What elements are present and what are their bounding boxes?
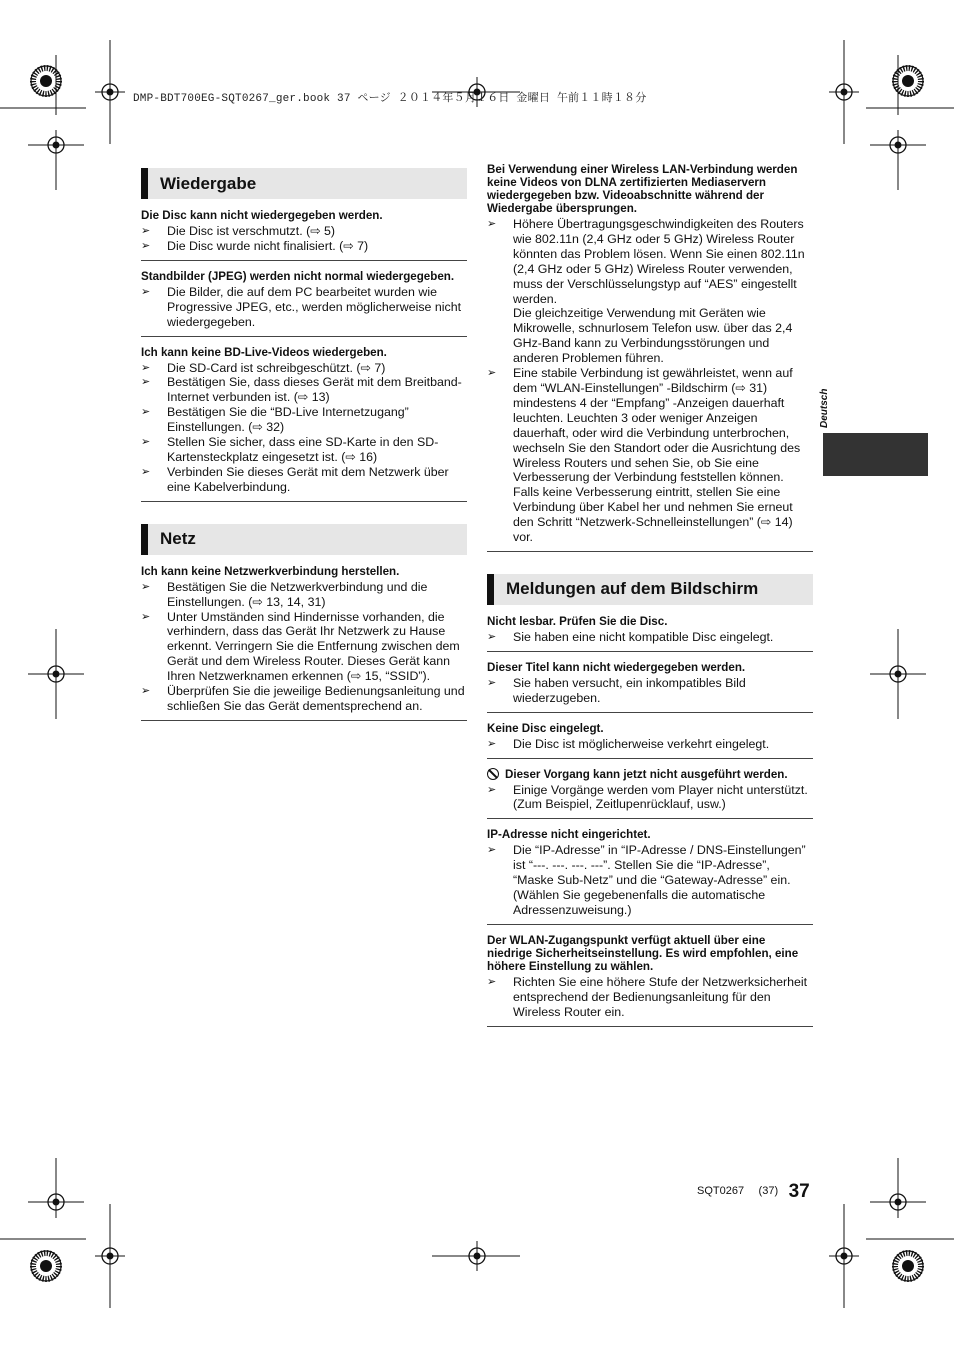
answer-text: Die Disc ist verschmutzt. (⇨ 5) [167,224,336,238]
arrowhead-bullet-icon: ➢ [141,580,151,593]
answer-text: Die Bilder, die auf dem PC bearbeitet wurden wie Progressive JPEG, etc., werden möglicherweise nicht wiedergegeben. [167,284,462,329]
answer-list [487,783,813,813]
answer-item [141,465,467,495]
meldungen-blocks [487,605,813,1027]
answer-item [487,737,813,752]
answer-list [487,843,813,918]
answer-text: Die “IP-Adresse” in “IP-Adresse / DNS-Einstellungen” ist “---. ---. ---. ---”. Stellen Sie die “IP-Adresse”, “Maske Sub-Netz” und die “Gateway-Adresse” ein. (Wählen Sie gegebenenfalls die automatische Adressenzuweisung.) [513,843,806,917]
answer-list [487,217,813,545]
answer-text: Richten Sie eine höhere Stufe der Netzwerksicherheit entsprechend der Bedienungsanleitung für den Wireless Router ein. [513,974,808,1019]
answer-text: Verbinden Sie dieses Gerät mit dem Netzwerk über eine Kabelverbindung. [167,464,449,494]
problem-block [487,652,813,713]
arrowhead-bullet-icon: ➢ [141,610,151,623]
arrowhead-bullet-icon: ➢ [487,737,497,750]
answer-list [487,630,813,645]
answer-list [141,224,467,254]
answer-text: Bestätigen Sie, dass dieses Gerät mit dem Breitband-Internet verbunden ist. (⇨ 13) [167,375,462,405]
arrowhead-bullet-icon: ➢ [141,285,151,298]
block-question [141,565,467,578]
question-text: Dieser Vorgang kann jetzt nicht ausgeführt werden. [505,767,788,781]
block-question [487,661,813,674]
arrowhead-bullet-icon: ➢ [141,465,151,478]
answer-list [141,285,467,330]
wiedergabe-blocks [141,199,467,502]
language-label: Deutsch [819,388,830,428]
answer-item [487,975,813,1020]
block-question: Bei Verwendung einer Wireless LAN-Verbindung werden keine Videos von DLNA zertifizierten Mediaservern wiedergegeben bzw. Videoabschnitte während der Wiedergabe übersprungen. [487,163,798,215]
page-number: 37 [788,1181,810,1202]
block-question [487,722,813,735]
problem-block [487,759,813,820]
sub-page-number: (37) [758,1185,779,1197]
wlan-block [487,163,813,552]
block-question [487,828,813,841]
arrowhead-bullet-icon: ➢ [141,361,151,374]
answer-text: Sie haben eine nicht kompatible Disc eingelegt. [513,629,774,644]
arrowhead-bullet-icon: ➢ [487,975,497,988]
answer-list [487,975,813,1020]
problem-block [141,261,467,337]
answer-item [141,375,467,405]
section-heading-meldungen: Meldungen auf dem Bildschirm [487,574,813,605]
answer-item [141,435,467,465]
answer-text: Sie haben versucht, ein inkompatibles Bild wiederzugeben. [513,675,746,705]
answer-text: Überprüfen Sie die jeweilige Bedienungsanleitung und schließen Sie das Gerät dementsprechend an. [167,684,465,713]
block-question [487,768,813,781]
answer-list [487,676,813,706]
answer-item [487,676,813,706]
arrowhead-bullet-icon: ➢ [141,685,151,698]
block-question [141,270,467,283]
problem-block [487,819,813,925]
print-header: DMP-BDT700EG-SQT0267_ger.book 37 ページ ２０１４年５月１６日 金曜日 午前１１時１８分 [133,93,647,105]
answer-text: Unter Umständen sind Hindernisse vorhanden, die verhindern, dass das Gerät Ihr Netzwerk zu Hause erkennt. Verringern Sie die Entfernung zwischen dem Gerät und dem Wireless Router. Dieses Gerät kann Ihren Netzwerknamen erkennen (⇨ 15, “SSID”). [167,609,460,684]
netz-blocks [141,555,467,721]
answer-item [141,684,467,714]
page-footer [697,1181,810,1203]
answer-list [141,580,467,714]
question-text: Dieser Titel kann nicht wiedergegeben werden. [487,660,746,674]
question-text: Ich kann keine BD-Live-Videos wiedergeben. [141,345,387,359]
language-tab [823,433,928,476]
question-text: Nicht lesbar. Prüfen Sie die Disc. [487,614,668,628]
question-text: IP-Adresse nicht eingerichtet. [487,828,651,842]
answer-item [487,843,813,918]
answer-item [487,217,813,366]
answer-text: Die Disc wurde nicht finalisiert. (⇨ 7) [167,238,369,253]
answer-item [487,366,813,545]
answer-text: Bestätigen Sie die Netzwerkverbindung und die Einstellungen. (⇨ 13, 14, 31) [167,579,428,609]
arrowhead-bullet-icon: ➢ [141,436,151,449]
answer-text: Die Disc ist möglicherweise verkehrt eingelegt. [513,736,770,751]
answer-item [487,630,813,645]
answer-item [141,285,467,330]
answer-list [487,737,813,752]
problem-block [141,555,467,721]
arrowhead-bullet-icon: ➢ [487,844,497,857]
arrowhead-bullet-icon: ➢ [487,218,497,230]
answer-text: Die SD-Card ist schreibgeschützt. (⇨ 7) [167,360,386,375]
question-text: Die Disc kann nicht wiedergegeben werden. [141,209,383,222]
left-column [141,168,467,721]
question-text: Standbilder (JPEG) werden nicht normal wiedergegeben. [141,269,455,283]
section-heading-netz: Netz [141,524,467,555]
block-question [141,346,467,359]
answer-item [141,361,467,376]
answer-text: Einige Vorgänge werden vom Player nicht unterstützt. (Zum Beispiel, Zeitlupenrücklauf, usw.) [513,782,808,812]
answer-item [141,580,467,610]
problem-block [141,199,467,261]
arrowhead-bullet-icon: ➢ [141,376,151,389]
answer-item [141,224,467,239]
block-question [487,615,813,628]
problem-block [487,713,813,759]
arrowhead-bullet-icon: ➢ [487,630,497,643]
arrowhead-bullet-icon: ➢ [487,783,497,796]
arrowhead-bullet-icon: ➢ [487,367,497,380]
answer-item [141,610,467,685]
document-code: SQT0267 [697,1185,745,1197]
answer-item [141,405,467,435]
right-column [487,163,813,1027]
answer-text: Bestätigen Sie die “BD-Live Internetzugang” Einstellungen. (⇨ 32) [167,405,409,435]
answer-text: Stellen Sie sicher, dass eine SD-Karte in den SD-Kartensteckplatz eingesetzt ist. (⇨ 16) [167,435,439,464]
prohibited-icon [487,768,499,780]
problem-block [141,337,467,502]
arrowhead-bullet-icon: ➢ [141,406,151,419]
arrowhead-bullet-icon: ➢ [141,239,151,252]
block-question [141,209,467,222]
question-text: Der WLAN-Zugangspunkt verfügt aktuell über eine niedrige Sicherheitseinstellung. Es wird empfohlen, eine höhere Einstellung zu wählen. [487,933,799,973]
arrowhead-bullet-icon: ➢ [141,225,151,237]
answer-text: Höhere Übertragungsgeschwindigkeiten des Routers wie 802.11n (2,4 GHz oder 5 GHz) Wireless Router könnten das Problem lösen. Wenn Sie einen 802.11n (2,4 GHz oder 5 GHz) Wireless Router verwenden, muss der Verschlüsselungstyp auf “AES” eingestellt werden. Die gleichzeitige Verwendung mit Geräten wie Mikrowelle, schnurlosem Telefon usw. über das 2,4 GHz-Band kann zu Verbindungsstörungen und anderen Problemen führen. [513,217,805,366]
answer-item [141,239,467,254]
arrowhead-bullet-icon: ➢ [487,676,497,689]
problem-block [487,925,813,1027]
block-question [487,934,813,973]
section-heading-wiedergabe: Wiedergabe [141,168,467,199]
answer-text: Eine stabile Verbindung ist gewährleistet, wenn auf dem “WLAN-Einstellungen” -Bildschirm (⇨ 31) mindestens 4 der “Empfang” -Anzeigen dauerhaft leuchten. Leuchten 3 oder weniger Anzeigen dauerhaft, oder wird die Verbindung unterbrochen, wechseln Sie den Standort oder die Ausrichtung des Wireless Routers und sehen Sie, ob Sie eine Verbesserung der Verbindung feststellen können. Falls keine Verbesserung eintritt, stellen Sie eine Verbindung über Kabel her und nehmen Sie erneut den Schritt “Netzwerk-Schnelleinstellungen” (⇨ 14) vor. [513,366,801,545]
question-text: Ich kann keine Netzwerkverbindung herstellen. [141,564,400,578]
question-text: Keine Disc eingelegt. [487,721,604,735]
answer-item [487,783,813,813]
answer-list [141,361,467,495]
problem-block [487,605,813,652]
